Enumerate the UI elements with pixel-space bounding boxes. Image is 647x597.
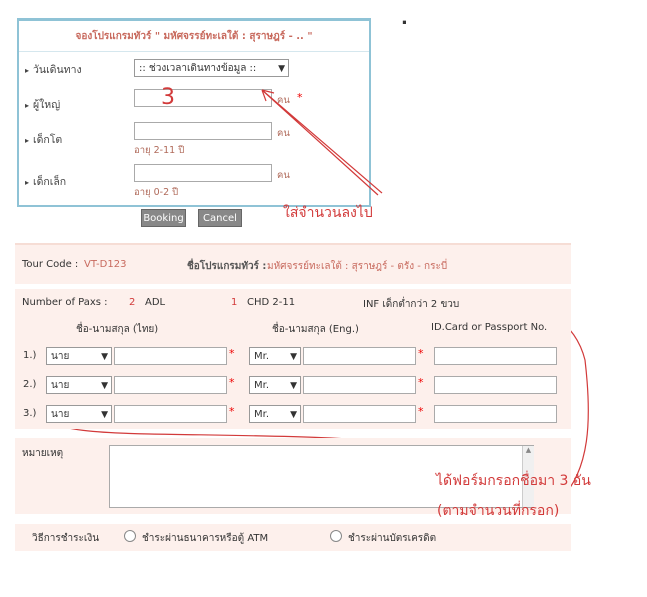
required-mark: * [297,91,303,104]
bullet-arrow-icon: ▸ [25,101,30,110]
row-number: 3.) [23,408,37,419]
eng-name-input[interactable] [303,347,416,365]
adl-label: ADL [145,297,166,308]
infant-age-hint: อายุ 0-2 ปี [134,187,179,198]
row-number: 1.) [23,350,37,361]
title-thai-select[interactable]: นาย ▼ [46,405,112,423]
infant-label: ▸ เด็กเล็ก [25,176,67,188]
thai-name-input[interactable] [114,347,227,365]
program-value: มหัศจรรย์ทะเลใต้ : สุราษฎร์ - ตรัง - กระบี่ [267,261,448,272]
stray-dot: . [401,8,408,29]
thai-name-input[interactable] [114,376,227,394]
required-mark: * [418,376,424,389]
payment-option-atm: ชำระผ่านธนาคารหรือตู้ ATM [142,533,269,544]
adl-count: 2 [129,297,136,308]
child-age-hint: อายุ 2-11 ปี [134,145,185,156]
title-eng-select[interactable]: Mr. ▼ [249,347,301,365]
date-label: ▸ วันเดินทาง [25,64,82,76]
scroll-up-icon: ▲ [525,446,532,454]
col-header-thai-name: ชื่อ-นามสกุล (ไทย) [76,324,159,335]
chevron-down-icon: ▼ [290,381,297,391]
annotation-per-number: (ตามจำนวนที่กรอก) [437,503,560,519]
booking-button[interactable]: Booking [141,209,186,227]
eng-name-input[interactable] [303,405,416,423]
tour-code-value: VT-D123 [84,259,127,270]
chevron-down-icon: ▼ [101,410,108,420]
adult-label: ▸ ผู้ใหญ่ [25,99,61,111]
chevron-down-icon: ▼ [101,381,108,391]
cancel-button[interactable]: Cancel [198,209,242,227]
eng-name-input[interactable] [303,376,416,394]
required-mark: * [418,347,424,360]
chevron-down-icon: ▼ [278,64,285,74]
required-mark: * [418,405,424,418]
tour-code-label: Tour Code : [22,259,79,270]
required-mark: * [229,376,235,389]
annotation-arrow [262,90,382,195]
row-number: 2.) [23,379,37,390]
chd-label: CHD 2-11 [247,297,296,308]
chevron-down-icon: ▼ [290,352,297,362]
booking-title: จองโปรแกรมทัวร์ " มหัศจรรย์ทะเลใต้ : สุราษฎร์ - .. " [19,23,369,52]
title-thai-select[interactable]: นาย ▼ [46,376,112,394]
payment-radio-credit[interactable] [330,530,342,542]
bullet-arrow-icon: ▸ [25,178,30,187]
paxs-label: Number of Paxs : [22,297,108,308]
thai-name-input[interactable] [114,405,227,423]
required-mark: * [229,347,235,360]
chevron-down-icon: ▼ [101,352,108,362]
id-passport-input[interactable] [434,376,557,394]
adult-count-handwritten: 3 [161,85,175,110]
payment-radio-atm[interactable] [124,530,136,542]
annotation-fill-number: ใส่จำนวนลงไป [283,205,373,221]
title-thai-select[interactable]: นาย ▼ [46,347,112,365]
col-header-eng-name: ชื่อ-นามสกุล (Eng.) [272,324,359,335]
id-passport-input[interactable] [434,405,557,423]
remarks-label: หมายเหตุ [22,448,64,459]
child-label: ▸ เด็กโต [25,134,63,146]
chd-count: 1 [231,297,238,308]
program-label: ชื่อโปรแกรมทัวร์ : [187,261,267,272]
bullet-arrow-icon: ▸ [25,66,30,75]
col-header-id: ID.Card or Passport No. [431,322,548,333]
payment-label: วิธีการชำระเงิน [32,533,100,544]
adult-unit: คน [277,95,290,106]
bullet-arrow-icon: ▸ [25,136,30,145]
date-select[interactable]: :: ช่วงเวลาเดินทางข้อมูล :: ▼ [134,59,289,77]
payment-option-credit: ชำระผ่านบัตรเครดิต [348,533,437,544]
id-passport-input[interactable] [434,347,557,365]
chevron-down-icon: ▼ [290,410,297,420]
title-eng-select[interactable]: Mr. ▼ [249,376,301,394]
inf-label: INF เด็กต่ำกว่า 2 ขวบ [363,299,460,310]
child-unit: คน [277,128,290,139]
infant-unit: คน [277,170,290,181]
required-mark: * [229,405,235,418]
title-eng-select[interactable]: Mr. ▼ [249,405,301,423]
annotation-got-forms: ได้ฟอร์มกรอกชื่อมา 3 อัน [436,473,591,489]
